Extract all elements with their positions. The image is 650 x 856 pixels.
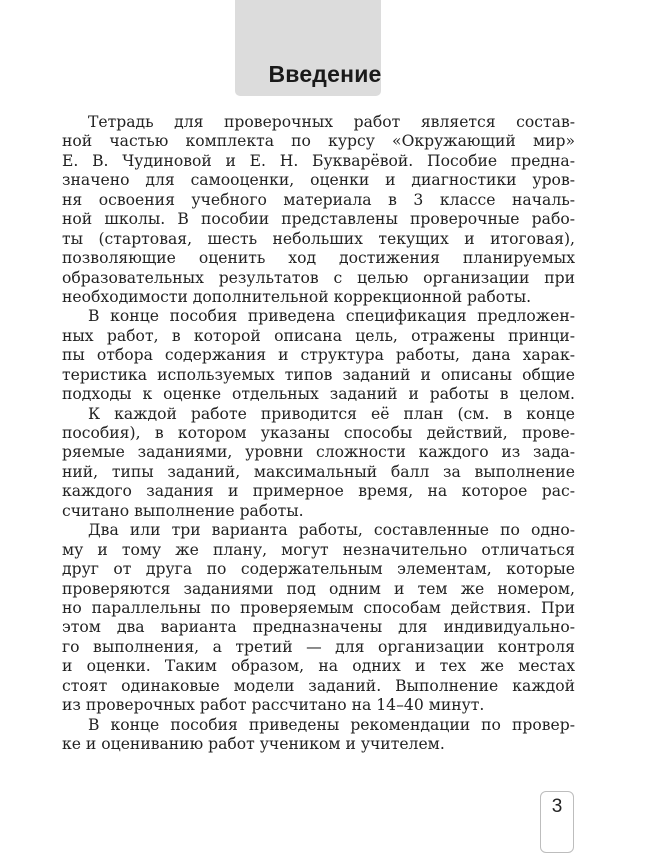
text-line: ной школы. В пособии представлены проверочные рабо- — [62, 210, 575, 229]
text-line: теристика используемых типов заданий и описаны общие — [62, 365, 575, 384]
text-line: Тетрадь для проверочных работ является состав- — [88, 113, 575, 131]
text-line: но параллельны по проверяемым способам действия. При — [62, 598, 575, 617]
text-line: В конце пособия приведена спецификация предложен- — [88, 307, 575, 326]
page-number: 3 — [551, 796, 563, 817]
text-line: этом два варианта предназначены для индивидуально- — [62, 618, 575, 637]
text-line: пособия), в котором указаны способы действий, прове- — [62, 424, 575, 442]
introduction-text — [62, 113, 575, 754]
text-line: Е. В. Чудиновой и Е. Н. Букварёвой. Пособие предна- — [62, 151, 575, 170]
text-line: му и тому же плану, могут незначительно отличаться — [62, 540, 575, 559]
text-line: В конце пособия приведены рекомендации по провер- — [88, 715, 575, 734]
text-line: необходимости дополнительной коррекционной работы. — [62, 287, 532, 306]
text-line: проверяются заданиями под одним и тем же номером, — [62, 579, 575, 598]
text-line: ты (стартовая, шесть небольших текущих и итоговая), — [62, 229, 575, 248]
text-line: значено для самооценки, оценки и диагностики уров- — [62, 171, 575, 190]
text-line: стоят одинаковые модели заданий. Выполнение каждой — [62, 676, 575, 695]
text-line: позволяющие оценить ход достижения планируемых — [62, 249, 575, 268]
text-line: считано выполнение работы. — [62, 501, 304, 520]
text-line: го выполнения, а третий — для организации контроля — [62, 637, 575, 656]
page-number-box — [540, 791, 574, 853]
text-line: ной частью комплекта по курсу «Окружающий мир» — [62, 132, 575, 151]
text-line: ных работ, в которой описана цель, отражены принци- — [62, 326, 575, 345]
text-line: каждого задания и примерное время, на которое рас- — [62, 482, 575, 501]
text-line: ня освоения учебного материала в 3 классе началь- — [62, 190, 575, 209]
text-line: из проверочных работ рассчитано на 14–40 минут. — [62, 696, 485, 715]
text-line: и оценки. Таким образом, на одних и тех же местах — [62, 657, 575, 676]
text-line: образовательных результатов с целью организации при — [62, 268, 575, 287]
text-line: пы отбора содержания и структура работы, дана харак- — [62, 346, 575, 365]
text-line: ряемые заданиями, уровни сложности каждого из зада- — [62, 443, 575, 462]
text-line: друг от друга по содержательным элементам, которые — [62, 560, 575, 579]
text-line: Два или три варианта работы, составленные по одно- — [88, 521, 575, 540]
text-line: подходы к оценке отдельных заданий и работы в целом. — [62, 385, 575, 404]
text-line: ний, типы заданий, максимальный балл за выполнение — [62, 462, 575, 481]
text-line: ке и оцениванию работ учеником и учителем. — [62, 735, 445, 753]
page-title: Введение — [268, 61, 382, 87]
text-line: К каждой работе приводится её план (см. в конце — [88, 404, 575, 423]
